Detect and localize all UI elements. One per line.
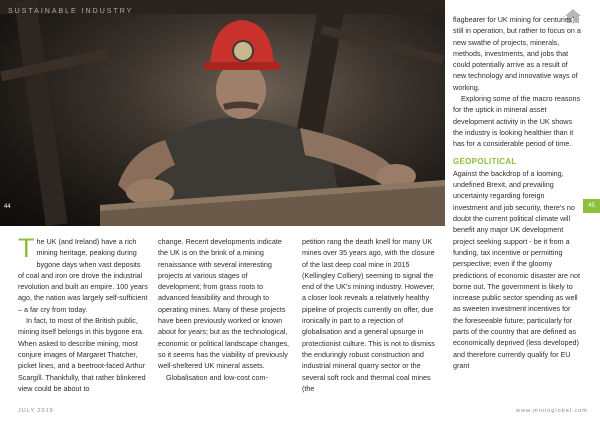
helmet-lamp: [233, 41, 253, 61]
section-label: SUSTAINABLE INDUSTRY: [8, 8, 134, 15]
miner-photo: [0, 0, 445, 226]
helmet-brim: [204, 62, 280, 70]
miner-illustration: [0, 0, 445, 226]
text-column-1: [18, 233, 148, 394]
cross-beam: [0, 49, 110, 82]
left-post: [14, 0, 67, 226]
paragraph: Against the backdrop of a looming, undefined Brexit, and prevailing uncertainty regarding foreign investment and job security, there's no doubt the current political climate will benefit any major UK development project seeking support - be it from a funding, tax incentive or permitting perspective; even if the gloomy predictions of economic disaster are not borne out. The government is likely to increase public sector spending as well as sweeten investment incentives for the foreseeable future; particularly for parts of the country that are defined as economically deprived (less developed) and therefore currently qualify for EU grant: [453, 168, 581, 370]
paragraph: Globalisation and low-cost com-: [166, 372, 268, 382]
subheading: GEOPOLITICAL: [453, 156, 517, 166]
paragraph: flagbearer for UK mining for centuries) still in operation, but rather to focus on a new swathe of projects, minerals, methods, investments, and jobs that could potentially arrive as a result of new technology and innovative ways of working.: [453, 15, 581, 92]
footer-date: JULY 2019: [18, 408, 54, 414]
paragraph: change. Recent developments indicate the UK is on the brink of a mining renaissance with several interesting projects at various stages of development; from grass roots to advanced feasibility and through to operating mines. Many of these projects have been previously worked or known about for years; but as the technological, economic or political landscape changes, so it seems has the viability of previously well-sheltered UK mineral assets.: [158, 237, 290, 371]
page-number-right: 45: [583, 199, 600, 213]
paragraph: Exploring some of the macro reasons for the uptick in mineral asset development activity in the UK shows the industry is looking healthier than it has for a considerable period of time.: [453, 94, 581, 149]
paragraph: In fact, to most of the British public, mining itself belongs in this bygone era. When asked to describe mining, most conjure images of Margaret Thatcher, picket lines, and a beetroot-faced Arthur Scargill. Thankfully, that rather blinkered view could be about to: [18, 316, 146, 393]
text-column-2: [158, 236, 290, 383]
text-column-4: [453, 14, 581, 371]
page-number-left: 44: [4, 204, 11, 210]
text-column-3: [302, 236, 436, 394]
paragraph: [18, 233, 148, 315]
cross-beam-right: [321, 25, 444, 64]
drop-cap: T: [18, 233, 35, 263]
paragraph-text: he UK (and Ireland) have a rich mining heritage, peaking during bygone days when vast deposits of coal and iron ore drove the industrial revolution and built an empire. 100 years ago, the nation was largely self-sufficient – a far cry from today.: [18, 237, 148, 314]
footer-website[interactable]: www.mininglobal.com: [516, 408, 588, 414]
paragraph: petition rang the death knell for many UK mines over 35 years ago, with the closure of the last deep coal mine in 2015 (Kellingley Colliery) seeming to signal the end of the UK's mining industry. However, a closer look reveals a relatively healthy pipeline of projects currently on offer, due ironically in part to a rejection of globalisation and a general upsurge in protectionist culture. This is not to dismiss the enduringly robust construction and industrial mineral quarry sector or the several soft rock and thermal coal mines (the: [302, 237, 435, 393]
